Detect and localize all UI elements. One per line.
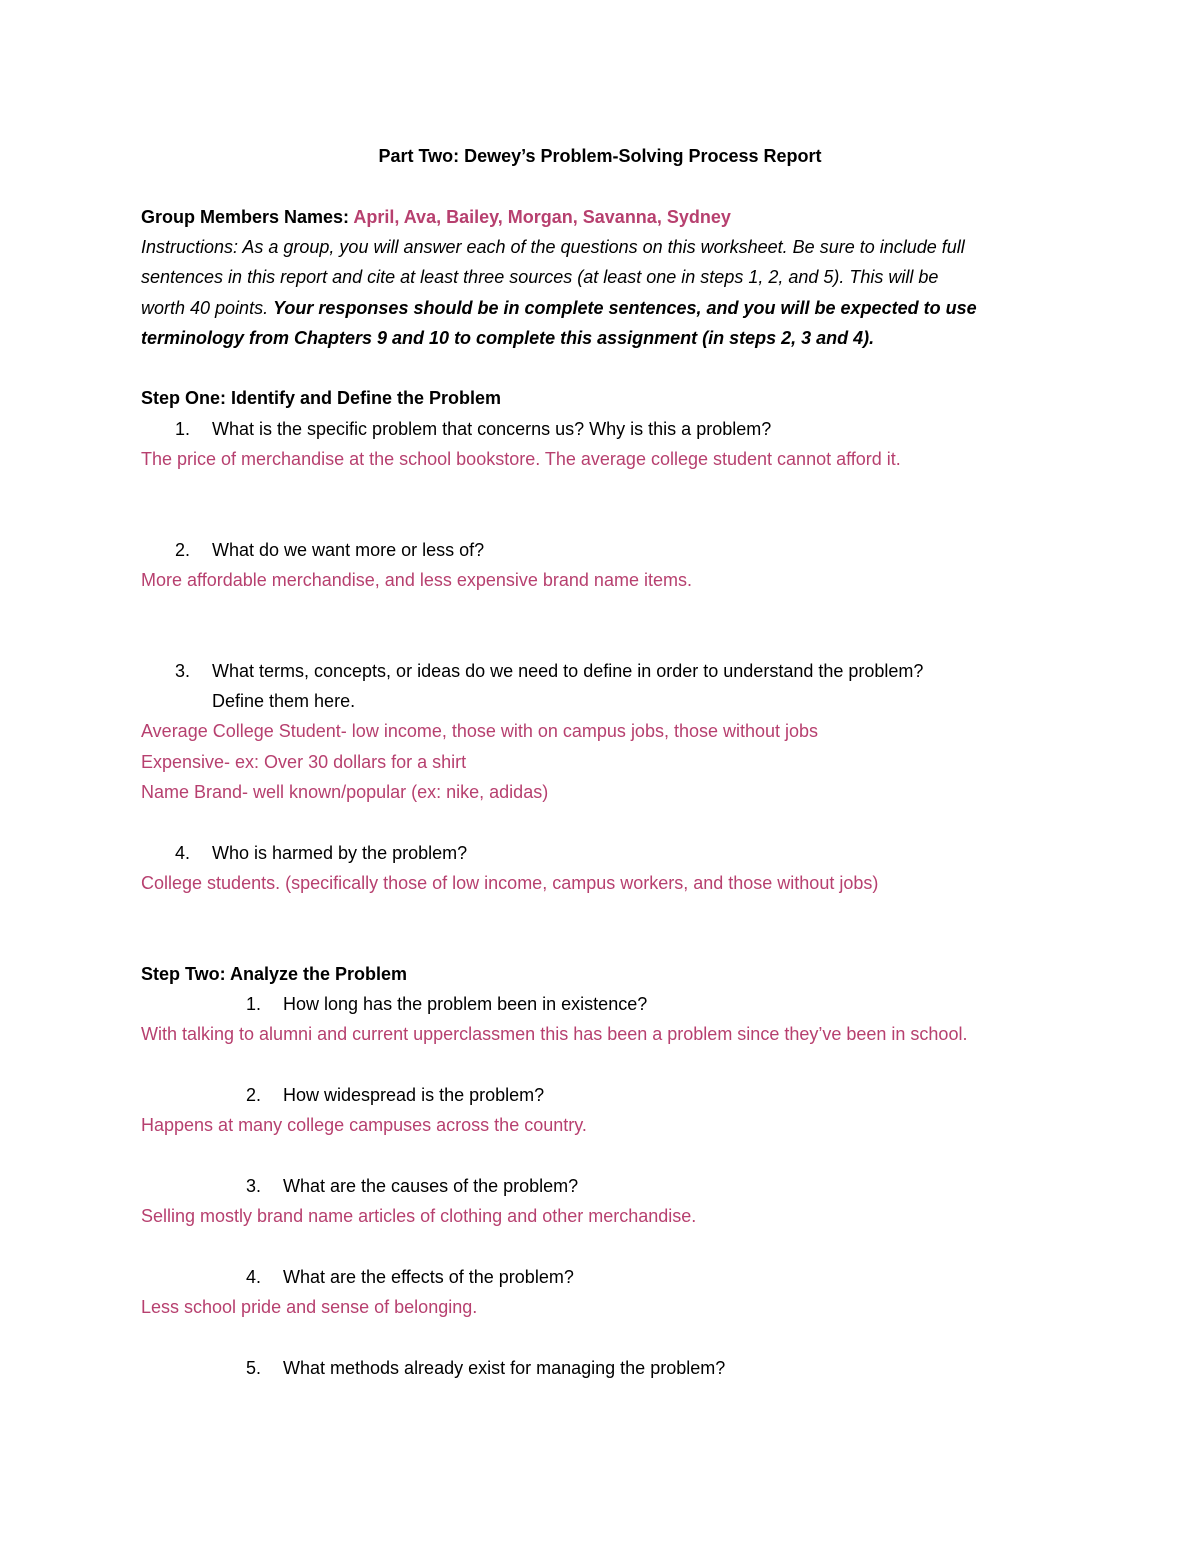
group-members-label: Group Members Names:	[141, 207, 354, 227]
step-one-a2: More affordable merchandise, and less expensive brand name items.	[141, 570, 692, 590]
step-two-q3-text: What are the causes of the problem?	[283, 1176, 579, 1196]
document-title: Part Two: Dewey’s Problem-Solving Process Report	[378, 146, 822, 166]
step-two-q1-text: How long has the problem been in existence?	[283, 994, 648, 1014]
step-one-a1: The price of merchandise at the school bookstore. The average college student cannot afford it.	[141, 449, 901, 469]
step-one-q3-text: What terms, concepts, or ideas do we need to define in order to understand the problem?	[212, 661, 924, 681]
step-one-q2-text: What do we want more or less of?	[212, 540, 485, 560]
group-members-names: April, Ava, Bailey, Morgan, Savanna, Sydney	[353, 207, 731, 227]
instructions-line-3-plain: worth 40 points.	[141, 298, 274, 318]
step-one-q1-text: What is the specific problem that concerns us? Why is this a problem?	[212, 419, 772, 439]
step-two-a3: Selling mostly brand name articles of clothing and other merchandise.	[141, 1206, 697, 1226]
instructions-line-3	[141, 297, 977, 319]
instructions-line-4: terminology from Chapters 9 and 10 to complete this assignment (in steps 2, 3 and 4).	[141, 328, 875, 348]
step-two-q4-text: What are the effects of the problem?	[283, 1267, 574, 1287]
step-one-q4-text: Who is harmed by the problem?	[212, 843, 468, 863]
step-one-a4: College students. (specifically those of low income, campus workers, and those without jobs)	[141, 873, 879, 893]
step-one-q1-number: 1.	[175, 419, 191, 439]
step-two-a4: Less school pride and sense of belonging.	[141, 1297, 478, 1317]
step-two-q5-number: 5.	[246, 1358, 262, 1378]
step-two-q4-number: 4.	[246, 1267, 262, 1287]
step-two-q3-number: 3.	[246, 1176, 262, 1196]
instructions-line-1: Instructions: As a group, you will answer each of the questions on this worksheet. Be sure to include full	[141, 237, 965, 257]
step-two-a2: Happens at many college campuses across the country.	[141, 1115, 587, 1135]
step-one-a3-line-2: Expensive- ex: Over 30 dollars for a shirt	[141, 752, 467, 772]
step-two-q1-number: 1.	[246, 994, 262, 1014]
step-one-a3-line-1: Average College Student- low income, those with on campus jobs, those without jobs	[141, 721, 819, 741]
step-two-heading: Step Two: Analyze the Problem	[141, 964, 408, 984]
instructions-line-2: sentences in this report and cite at least three sources (at least one in steps 1, 2, and 5). This will be	[141, 267, 939, 287]
step-one-heading: Step One: Identify and Define the Problem	[141, 388, 502, 408]
step-one-q2-number: 2.	[175, 540, 191, 560]
instructions-line-3-bold: Your responses should be in complete sentences, and you will be expected to use	[273, 298, 977, 318]
step-two-q2-number: 2.	[246, 1085, 262, 1105]
step-two-a1: With talking to alumni and current upperclassmen this has been a problem since they’ve been in school.	[141, 1024, 968, 1044]
step-one-q4-number: 4.	[175, 843, 191, 863]
step-one-q3-text-cont: Define them here.	[212, 691, 356, 711]
step-one-a3-line-3: Name Brand- well known/popular (ex: nike, adidas)	[141, 782, 549, 802]
step-one-q3-number: 3.	[175, 661, 191, 681]
step-two-q2-text: How widespread is the problem?	[283, 1085, 545, 1105]
group-members-line	[141, 206, 731, 228]
step-two-q5-text: What methods already exist for managing the problem?	[283, 1358, 726, 1378]
